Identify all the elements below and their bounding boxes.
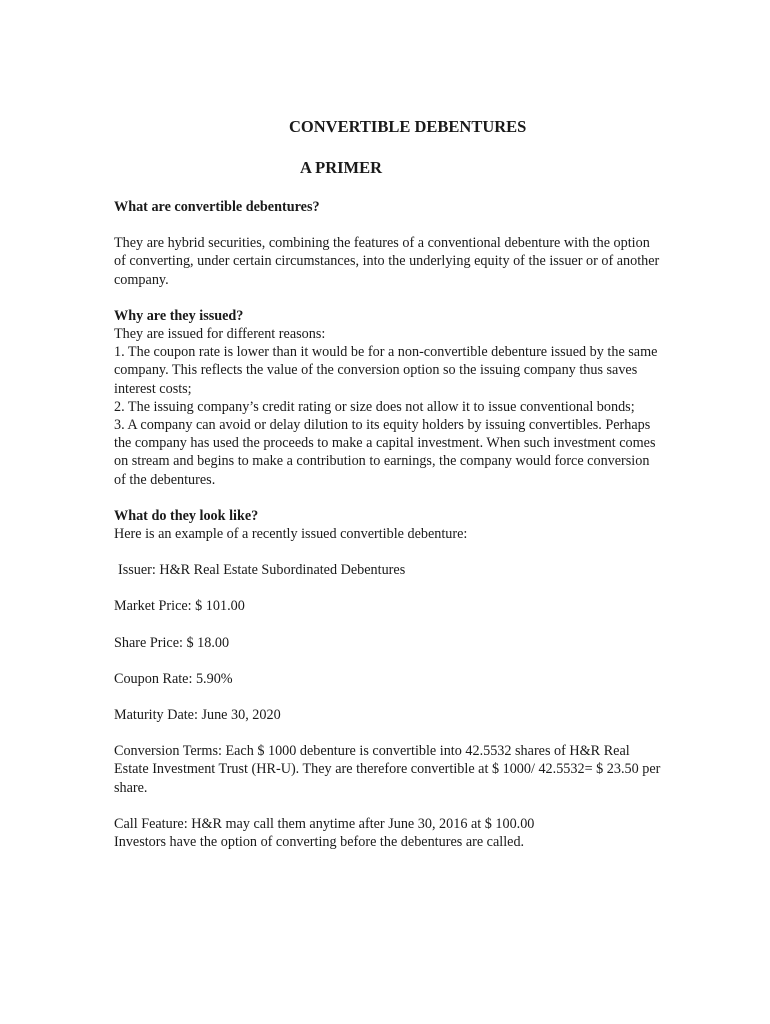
reason-item-3: 3. A company can avoid or delay dilution to its equity holders by issuing convertibles. Perhaps the company has used the proceeds to make a capital investment. When such investment comes on stream and begins to make a contribution to earnings, the company would force conversion of the debentures.: [114, 417, 656, 488]
market-price-line: Market Price: $ 101.00: [114, 598, 245, 615]
section-heading-why-issued: Why are they issued?: [114, 307, 244, 324]
reason-item-1: 1. The coupon rate is lower than it would be for a non-convertible debenture issued by the same company. This reflects the value of the conversion option so the issuing company thus saves interest costs;: [114, 344, 658, 397]
section-heading-look-like: What do they look like?: [114, 507, 259, 524]
section-heading-what-are: What are convertible debentures?: [114, 199, 320, 215]
section-intro-look-like: Here is an example of a recently issued convertible debenture:: [114, 526, 468, 543]
section-text-what-are: They are hybrid securities, combining the features of a conventional debenture with the option of converting, under certain circumstances, into the underlying equity of the issuer or of another company.: [114, 235, 660, 288]
reason-item-2: 2. The issuing company’s credit rating or size does not allow it to issue conventional bonds;: [114, 398, 635, 415]
document-subtitle: A PRIMER: [300, 158, 383, 177]
coupon-rate-line: Coupon Rate: 5.90%: [114, 670, 233, 687]
share-price-line: Share Price: $ 18.00: [114, 634, 230, 651]
call-note-line: Investors have the option of converting before the debentures are called.: [114, 834, 525, 851]
call-feature-line: Call Feature: H&R may call them anytime after June 30, 2016 at $ 100.00: [114, 815, 535, 832]
issuer-line: Issuer: H&R Real Estate Subordinated Debentures: [118, 562, 406, 579]
maturity-date-line: Maturity Date: June 30, 2020: [114, 707, 281, 724]
section-intro-why-issued: They are issued for different reasons:: [114, 326, 326, 343]
document-title: CONVERTIBLE DEBENTURES: [289, 117, 527, 136]
conversion-terms-text: Conversion Terms: Each $ 1000 debenture is convertible into 42.5532 shares of H&R Real Estate Investment Trust (HR-U). They are therefore convertible at $ 1000/ 42.5532= $ 23.50 per share.: [114, 743, 661, 796]
document-body: [114, 198, 662, 851]
